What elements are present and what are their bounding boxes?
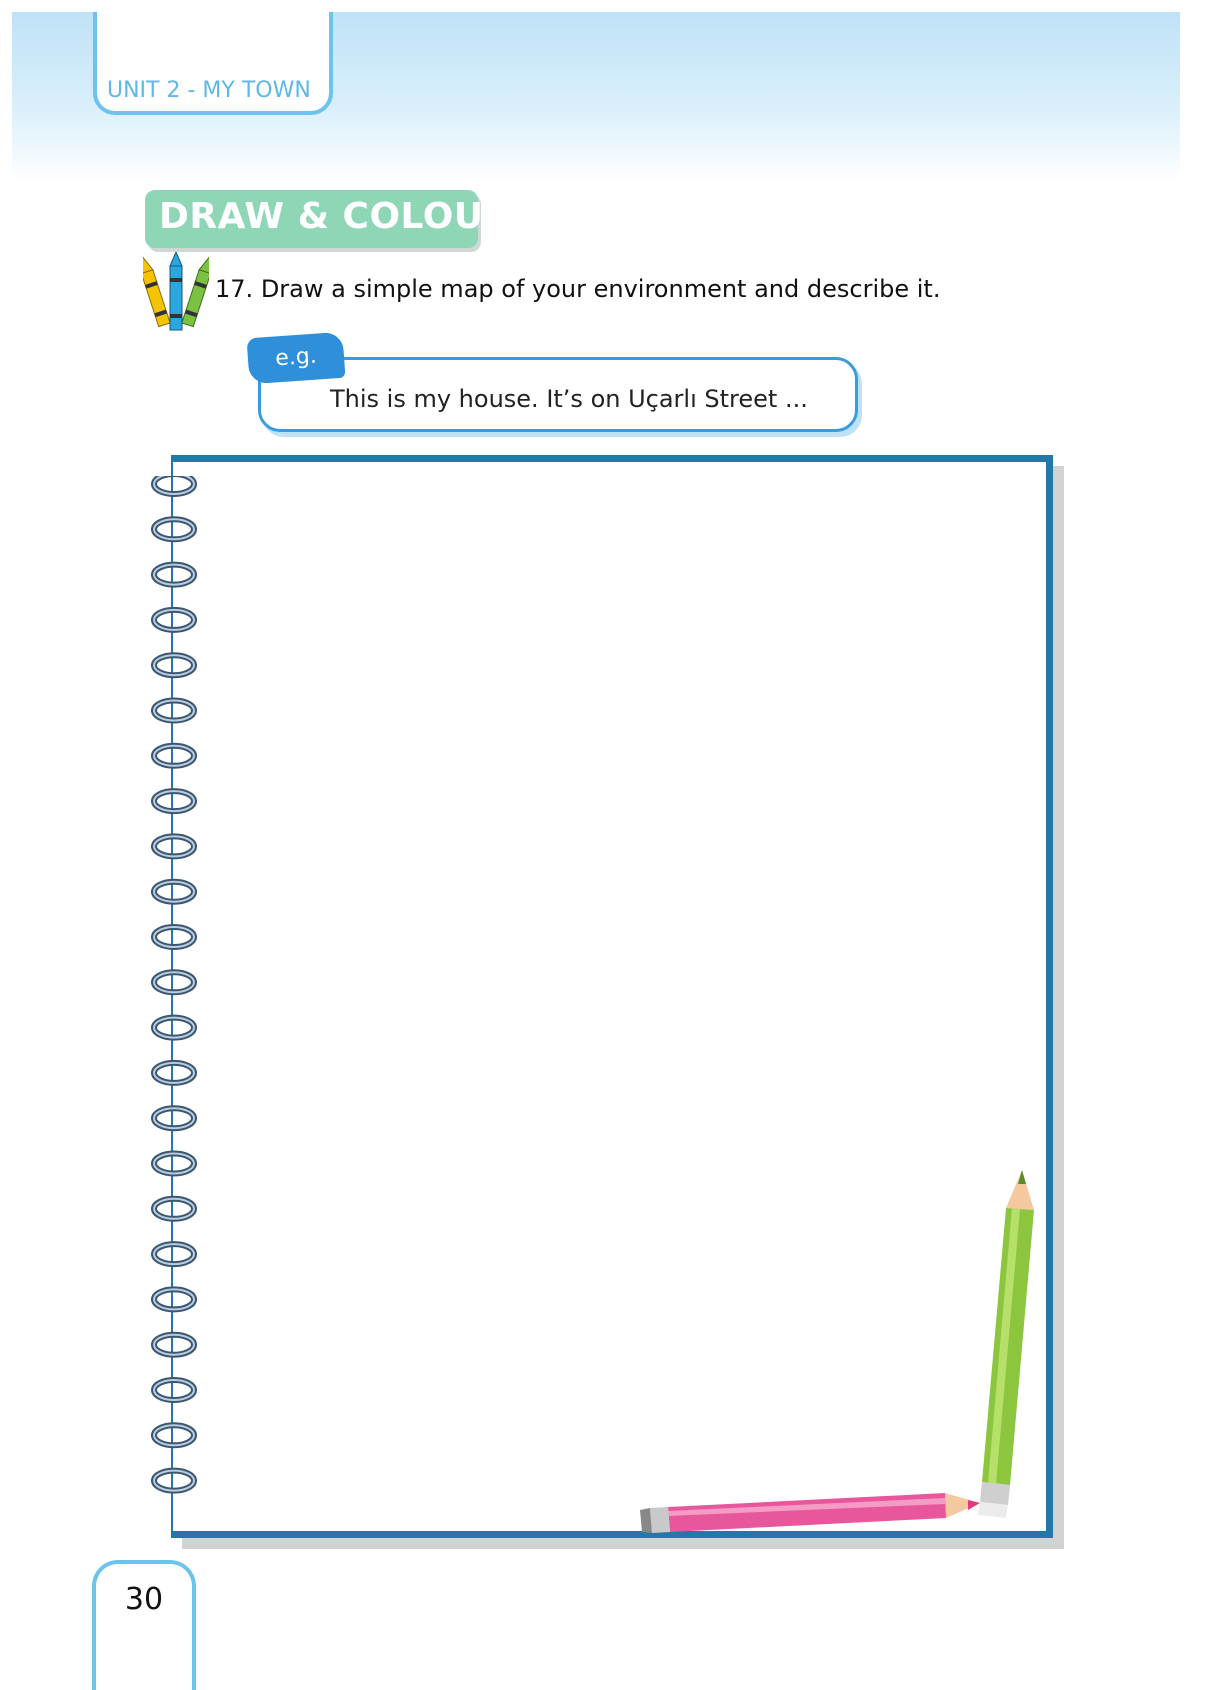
spiral-ring [154,1335,194,1355]
spiral-ring [154,1425,194,1445]
spiral-ring [154,791,194,811]
spiral-ring [154,927,194,947]
spiral-ring [154,476,194,494]
section-title: DRAW & COLOUR [159,196,512,237]
green-pencil-icon [978,1170,1034,1518]
spiral-ring [154,1199,194,1219]
page-number: 30 [124,1582,164,1617]
spiral-ring [154,836,194,856]
spiral-ring [154,519,194,539]
spiral-ring [154,565,194,585]
spiral-ring [154,1108,194,1128]
spiral-ring [154,1154,194,1174]
pencils-decoration [640,1160,1060,1540]
exercise-text: Draw a simple map of your environment and describe it. [260,275,941,303]
spiral-ring [154,1471,194,1491]
unit-label: UNIT 2 - MY TOWN [107,78,311,103]
unit-tab [93,12,333,115]
spiral-ring [154,1289,194,1309]
pink-pencil-icon [640,1493,980,1533]
spiral-ring [154,1380,194,1400]
spiral-ring [154,1018,194,1038]
section-banner [145,190,512,248]
spiral-ring [154,882,194,902]
exercise-instruction [215,275,940,303]
spiral-ring [154,746,194,766]
spiral-binding-icon [150,476,210,1516]
spiral-ring [154,972,194,992]
example-text: This is my house. It’s on Uçarlı Street ... [330,385,808,413]
spiral-ring [154,1244,194,1264]
example-box [248,335,878,445]
crayons-icon [143,252,209,332]
page-number-tab [92,1560,196,1690]
spiral-ring [154,655,194,675]
exercise-number: 17. [215,275,254,303]
spiral-ring [154,1063,194,1083]
spiral-ring [154,610,194,630]
example-tag: e.g. [247,332,346,385]
spiral-ring [154,701,194,721]
